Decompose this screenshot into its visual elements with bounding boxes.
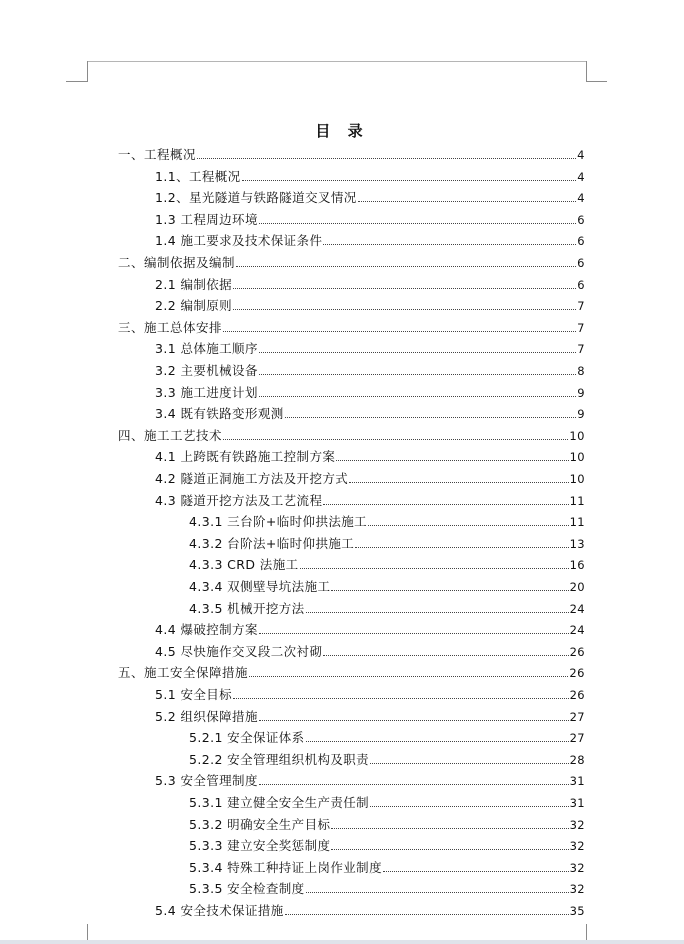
crop-mark-top-right-vertical <box>586 61 587 82</box>
toc-dot-leader <box>259 223 576 224</box>
toc-entry[interactable] <box>155 227 585 248</box>
toc-entry-label: 4.3.2 台阶法+临时仰拱施工 <box>189 535 355 551</box>
toc-entry-page-number: 6 <box>577 277 585 292</box>
toc-dot-leader <box>323 655 568 656</box>
toc-entry-label: 5.3.5 安全检查制度 <box>189 881 305 897</box>
toc-dot-leader <box>259 784 569 785</box>
toc-entry-label: 1.2、星光隧道与铁路隧道交叉情况 <box>155 190 357 206</box>
toc-entry-page-number: 4 <box>577 148 585 162</box>
page-bottom-edge <box>0 940 684 944</box>
toc-entry-label: 5.4 安全技术保证措施 <box>155 903 284 918</box>
toc-entry-page-number: 28 <box>569 752 585 767</box>
toc-entry-page-number: 32 <box>569 882 585 897</box>
toc-entry-page-number: 16 <box>569 558 585 573</box>
toc-dot-leader <box>368 525 569 526</box>
toc-entry-label: 5.3.2 明确安全生产目标 <box>189 816 331 832</box>
toc-entry[interactable] <box>189 724 585 745</box>
toc-dot-leader <box>306 892 569 893</box>
toc-dot-leader <box>331 828 568 829</box>
crop-mark-top-left-horizontal <box>66 81 87 82</box>
toc-entry[interactable] <box>189 530 585 551</box>
toc-entry-page-number: 32 <box>569 817 585 832</box>
toc-dot-leader <box>259 374 576 375</box>
toc-entry-label: 5.3 安全管理制度 <box>155 773 258 789</box>
toc-entry-page-number: 7 <box>577 320 585 335</box>
toc-entry-label: 4.4 爆破控制方案 <box>155 622 258 638</box>
toc-dot-leader <box>249 676 568 677</box>
toc-dot-leader <box>358 201 577 202</box>
crop-mark-top-right-horizontal <box>586 81 607 82</box>
toc-title: 目 录 <box>315 122 369 140</box>
toc-entry-page-number: 4 <box>577 191 585 206</box>
toc-entry[interactable] <box>118 314 585 335</box>
toc-entry[interactable] <box>189 854 585 875</box>
toc-dot-leader <box>233 309 576 310</box>
toc-entry-label: 5.3.3 建立安全奖惩制度 <box>189 838 331 854</box>
toc-entry[interactable] <box>155 184 585 205</box>
toc-entry-label: 5.2.2 安全管理组织机构及职责 <box>189 751 370 767</box>
toc-entry[interactable] <box>189 551 585 572</box>
toc-entry-label: 1.1、工程概况 <box>155 168 241 184</box>
toc-dot-leader <box>331 590 568 591</box>
toc-entry-label: 4.1 上跨既有铁路施工控制方案 <box>155 449 336 465</box>
toc-entry-page-number: 10 <box>569 472 585 486</box>
toc-entry[interactable] <box>189 832 585 853</box>
toc-dot-leader <box>355 547 568 548</box>
page-top-edge <box>87 61 586 62</box>
toc-entry[interactable] <box>189 595 585 616</box>
toc-entry[interactable] <box>155 487 585 508</box>
toc-entry-page-number: 9 <box>577 407 585 422</box>
toc-dot-leader <box>336 460 568 461</box>
toc-dot-leader <box>323 244 576 245</box>
toc-dot-leader <box>383 871 569 872</box>
toc-entry-label: 二、编制依据及编制 <box>118 255 236 270</box>
toc-entry-label: 3.1 总体施工顺序 <box>155 341 258 357</box>
toc-entry-page-number: 6 <box>577 256 585 270</box>
toc-entry[interactable] <box>155 206 585 227</box>
toc-dot-leader <box>259 352 576 353</box>
toc-entry[interactable] <box>189 508 585 529</box>
toc-dot-leader <box>300 568 569 569</box>
toc-entry-page-number: 6 <box>577 234 585 249</box>
toc-dot-leader <box>285 417 577 418</box>
toc-entry-page-number: 31 <box>569 796 585 810</box>
toc-entry[interactable] <box>189 811 585 832</box>
toc-entry-page-number: 32 <box>569 860 585 875</box>
toc-entry-page-number: 4 <box>577 169 585 184</box>
toc-entry-page-number: 7 <box>577 299 585 314</box>
toc-entry[interactable] <box>155 271 585 292</box>
toc-dot-leader <box>285 914 569 915</box>
toc-entry-label: 4.5 尽快施作交叉段二次衬砌 <box>155 643 323 659</box>
toc-entry-label: 3.4 既有铁路变形观测 <box>155 406 284 422</box>
toc-dot-leader <box>306 741 569 742</box>
toc-entry-label: 5.3.4 特殊工种持证上岗作业制度 <box>189 859 382 875</box>
toc-entry-label: 三、施工总体安排 <box>118 319 223 335</box>
toc-entry-page-number: 7 <box>577 342 585 357</box>
toc-entry[interactable] <box>155 616 585 637</box>
toc-entry-page-number: 11 <box>569 515 585 530</box>
toc-entry[interactable] <box>155 767 585 788</box>
toc-entry-page-number: 24 <box>569 623 585 638</box>
toc-entry[interactable] <box>155 292 585 313</box>
toc-entry[interactable] <box>189 875 585 896</box>
toc-entry[interactable] <box>155 443 585 464</box>
toc-entry[interactable] <box>155 379 585 400</box>
toc-entry-label: 2.1 编制依据 <box>155 276 233 292</box>
toc-entry[interactable] <box>155 400 585 421</box>
toc-entry[interactable] <box>118 422 585 443</box>
toc-entry-label: 2.2 编制原则 <box>155 298 233 314</box>
toc-entry-page-number: 27 <box>569 709 585 724</box>
toc-entry[interactable] <box>189 789 585 810</box>
toc-entry-label: 4.3.4 双侧壁导坑法施工 <box>189 579 331 594</box>
toc-entry-label: 一、工程概况 <box>118 147 197 162</box>
toc-entry-page-number: 24 <box>569 601 585 616</box>
toc-dot-leader <box>259 720 569 721</box>
toc-entry[interactable] <box>189 573 585 594</box>
toc-entry-label: 3.2 主要机械设备 <box>155 363 258 378</box>
toc-entry-label: 4.2 隧道正洞施工方法及开挖方式 <box>155 471 349 486</box>
toc-entry[interactable] <box>155 163 585 184</box>
toc-entry[interactable] <box>155 703 585 724</box>
toc-dot-leader <box>331 849 568 850</box>
toc-entry-page-number: 8 <box>577 364 585 378</box>
toc-entry-page-number: 20 <box>569 580 585 594</box>
toc-entry-label: 5.2 组织保障措施 <box>155 708 258 724</box>
toc-entry-label: 3.3 施工进度计划 <box>155 384 258 400</box>
toc-entry-page-number: 6 <box>577 212 585 227</box>
toc-entry[interactable] <box>118 249 585 270</box>
toc-entry-label: 4.3.1 三台阶+临时仰拱法施工 <box>189 514 368 530</box>
toc-entry-label: 4.3.3 CRD 法施工 <box>189 557 299 573</box>
toc-dot-leader <box>236 266 576 267</box>
toc-dot-leader <box>233 288 576 289</box>
toc-entry[interactable] <box>155 465 585 486</box>
toc-dot-leader <box>306 612 569 613</box>
toc-entry[interactable] <box>189 746 585 767</box>
toc-dot-leader <box>370 806 568 807</box>
toc-entry[interactable] <box>118 141 585 162</box>
toc-entry[interactable] <box>155 335 585 356</box>
toc-entry-label: 4.3.5 机械开挖方法 <box>189 600 305 616</box>
toc-entry-page-number: 26 <box>569 666 585 681</box>
toc-entry[interactable] <box>155 897 585 918</box>
toc-entry-label: 1.4 施工要求及技术保证条件 <box>155 233 323 249</box>
toc-dot-leader <box>323 504 568 505</box>
toc-entry-page-number: 9 <box>577 385 585 400</box>
toc-dot-leader <box>242 180 577 181</box>
toc-entry-label: 1.3 工程周边环境 <box>155 211 258 227</box>
toc-entry-label: 4.3 隧道开挖方法及工艺流程 <box>155 492 323 508</box>
toc-entry-page-number: 35 <box>569 904 585 918</box>
toc-entry-page-number: 26 <box>569 688 585 702</box>
toc-entry-page-number: 27 <box>569 731 585 746</box>
toc-entry-label: 5.3.1 建立健全安全生产责任制 <box>189 795 370 810</box>
toc-entry[interactable] <box>155 681 585 702</box>
toc-entry-label: 五、施工安全保障措施 <box>118 665 249 681</box>
toc-entry[interactable] <box>118 659 585 680</box>
toc-dot-leader <box>259 396 576 397</box>
toc-dot-leader <box>259 633 569 634</box>
toc-entry-page-number: 31 <box>569 774 585 789</box>
toc-entry-page-number: 13 <box>569 536 585 551</box>
toc-dot-leader <box>233 698 569 699</box>
toc-entry-label: 四、施工工艺技术 <box>118 427 223 443</box>
toc-entry-page-number: 10 <box>569 428 585 443</box>
toc-entry[interactable] <box>155 357 585 378</box>
toc-entry-page-number: 26 <box>569 644 585 659</box>
toc-dot-leader <box>223 331 576 332</box>
toc-entry[interactable] <box>155 638 585 659</box>
toc-entry-label: 5.2.1 安全保证体系 <box>189 730 305 746</box>
toc-entry-page-number: 11 <box>569 493 585 508</box>
toc-entry-label: 5.1 安全目标 <box>155 687 233 702</box>
toc-dot-leader <box>197 158 576 159</box>
toc-entry-page-number: 32 <box>569 839 585 854</box>
toc-entry-page-number: 10 <box>569 450 585 465</box>
toc-dot-leader <box>223 439 568 440</box>
toc-dot-leader <box>349 482 568 483</box>
toc-dot-leader <box>370 763 568 764</box>
crop-mark-top-left-vertical <box>87 61 88 82</box>
